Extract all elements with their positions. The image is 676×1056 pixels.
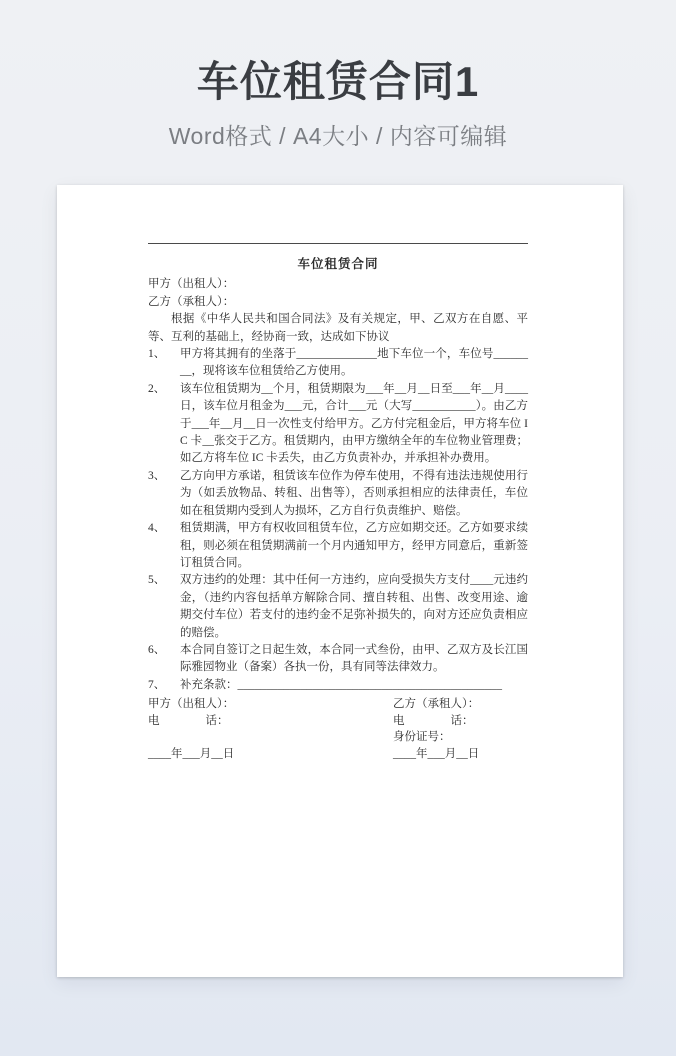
clause-item — [148, 520, 528, 572]
clause-text: 该车位租赁期为__个月，租赁期限为___年__月__日至___年__月____日，该车位月租金为___元，合计___元（大写___________）。由乙方于___年__月__日一次性支付给甲方。乙方付完租金后，甲方将车位 IC 卡__张交于乙方。租赁期内，由甲方缴纳全年的车位物业管理费；如乙方将车位 IC 卡丢失，由乙方负责补办，并承担补办费用。 — [180, 382, 528, 465]
clause-text: 甲方将其拥有的坐落于______________地下车位一个，车位号________，现将该车位租赁给乙方使用。 — [180, 348, 528, 378]
party-a-signature-label: 甲方（出租人）： — [148, 698, 235, 711]
clause-number: 7、 — [148, 678, 166, 691]
signature-left — [148, 696, 393, 762]
page-subtitle: Word格式 / A4大小 / 内容可编辑 — [168, 123, 508, 150]
party-b-phone-label: 电 话： — [393, 714, 474, 727]
clause-text: 本合同自签订之日起生效，本合同一式叁份，由甲、乙双方及长江国际雅园物业（备案）各执一份，具有同等法律效力。 — [180, 643, 528, 674]
clause-item — [148, 346, 528, 381]
clause-text: 双方违约的处理：其中任何一方违约，应向受损失方支付____元违约金，（违约内容包括单方解除合同、擅自转租、出售、改变用途、逾期交付车位）若支付的违约金不足弥补损失的，向对方还应负责相应的赔偿。 — [180, 574, 528, 639]
clause-text: 乙方向甲方承诺，租赁该车位作为停车使用，不得有违法违规使用行为（如丢放物品、转租、出售等），否则承担相应的法律责任，车位如在租赁期内受到人为损坏，乙方自行负责维护、赔偿。 — [180, 469, 528, 517]
party-a-phone-label: 电 话： — [148, 714, 229, 727]
clause-item — [148, 642, 528, 677]
clause-list — [148, 346, 528, 694]
clause-item — [148, 572, 528, 642]
party-b-signature-label: 乙方（承租人）： — [393, 698, 480, 711]
party-b-date-line: ____年___月__日 — [393, 747, 480, 760]
party-a-date-line: ____年___月__日 — [148, 747, 235, 760]
clause-number: 5、 — [148, 574, 166, 587]
signature-block — [148, 696, 528, 762]
page-title: 车位租赁合同1 — [196, 58, 480, 105]
clause-text: 补充条款：______________________________________________ — [180, 678, 502, 691]
party-b-id-label: 身份证号： — [393, 731, 451, 744]
clause-number: 3、 — [148, 469, 166, 482]
clause-number: 1、 — [148, 348, 166, 361]
clause-number: 6、 — [148, 643, 166, 656]
clause-number: 2、 — [148, 382, 166, 395]
clause-item — [148, 677, 528, 694]
contract-heading: 车位租赁合同 — [297, 257, 379, 271]
clause-text: 租赁期满，甲方有权收回租赁车位，乙方应如期交还。乙方如要求续租，则必须在租赁期满前一个月内通知甲方，经甲方同意后，重新签订租赁合同。 — [180, 522, 528, 569]
party-b-line: 乙方（承租人）： — [148, 295, 235, 308]
preview-header — [0, 0, 676, 185]
contract-top-rule — [148, 243, 528, 244]
contract-preamble: 根据《中华人民共和国合同法》及有关规定，甲、乙双方在自愿、平等、互利的基础上，经协商一致，达成如下协议 — [148, 313, 528, 343]
signature-spacer — [148, 729, 393, 746]
clause-item — [148, 381, 528, 468]
signature-right — [393, 696, 528, 762]
document-content — [148, 243, 528, 762]
clause-item — [148, 468, 528, 520]
party-a-line: 甲方（出租人）： — [148, 278, 235, 291]
clause-number: 4、 — [148, 522, 166, 535]
document-page — [57, 185, 623, 977]
